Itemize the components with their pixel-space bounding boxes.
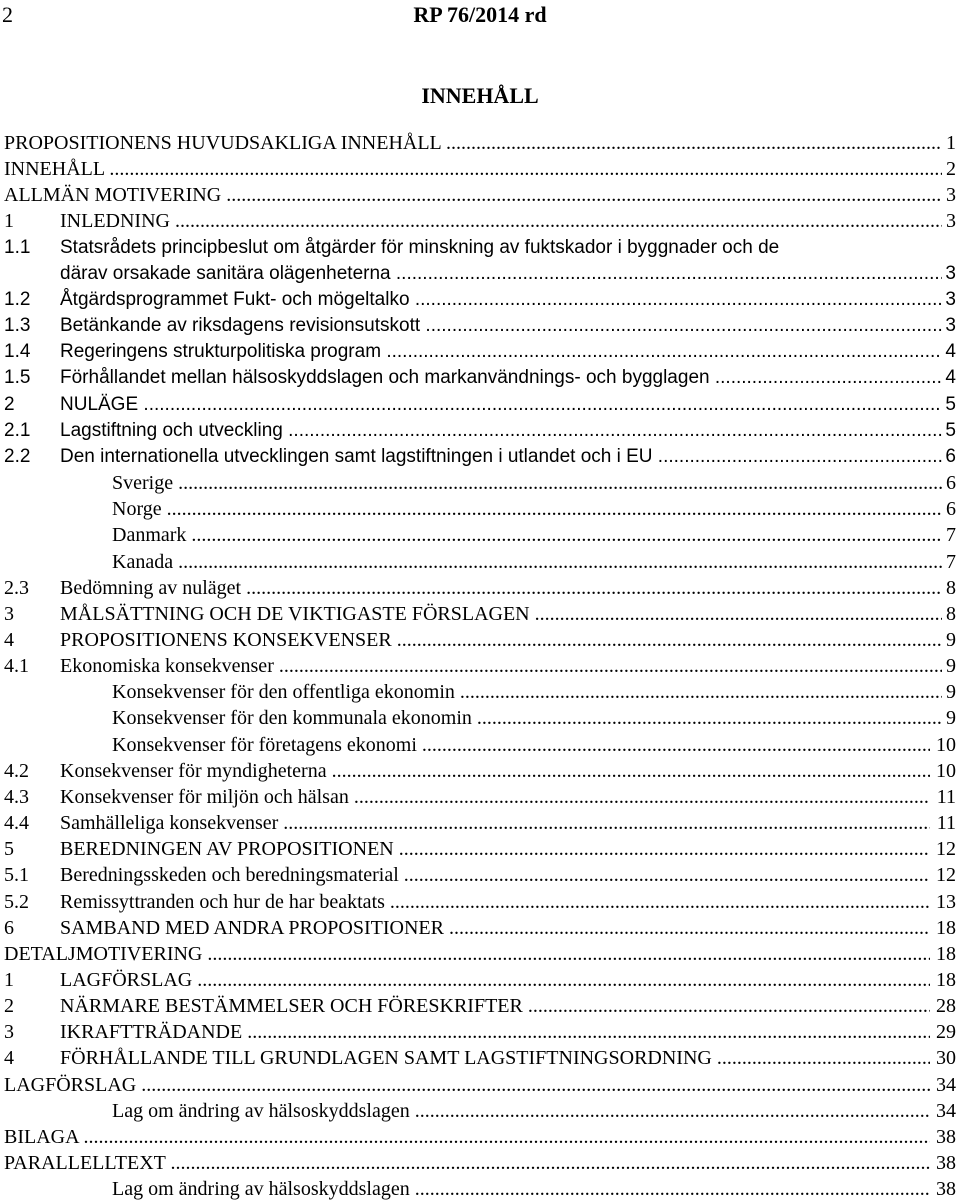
toc-entry[interactable] [4, 915, 956, 941]
toc-entry-page: 3 [946, 210, 956, 233]
toc-entry-page: 11 [936, 812, 956, 835]
toc-entry[interactable] [4, 261, 956, 287]
toc-entry-title: Lag om ändring av hälsoskyddslagen ..... [112, 1098, 930, 1124]
toc-entry-number: 3 [4, 1021, 14, 1044]
toc-entry-title: Konsekvenser för den kommunala ekonomin ..... [112, 705, 942, 731]
toc-entry-page: 3 [944, 287, 956, 313]
toc-entry-page: 1 [946, 132, 956, 154]
toc-entry-page: 12 [936, 838, 956, 861]
toc-entry-page: 4 [944, 339, 956, 365]
toc-entry-title: Den internationella utvecklingen samt lagstiftningen i utlandet och i EU ..... [60, 444, 942, 470]
toc-entry-page: 10 [936, 733, 956, 756]
toc-entry[interactable] [4, 156, 956, 182]
toc-entry-number: 1 [4, 210, 14, 233]
toc-entry-title: FÖRHÅLLANDE TILL GRUNDLAGEN SAMT LAGSTIFTNINGSORDNING ..... [60, 1045, 930, 1071]
toc-entry[interactable] [4, 862, 956, 888]
toc-entry-page: 28 [936, 995, 956, 1018]
toc-entry[interactable] [4, 1072, 956, 1098]
toc-entry[interactable] [4, 496, 956, 522]
toc-entry-number: 1.2 [4, 288, 31, 310]
toc-entry-title: BILAGA ..... [4, 1124, 930, 1150]
toc-entry[interactable] [4, 549, 956, 575]
toc-entry-title: PROPOSITIONENS HUVUDSAKLIGA INNEHÅLL ..... [4, 130, 942, 156]
toc-entry[interactable] [4, 1098, 956, 1124]
toc-entry[interactable] [4, 1124, 956, 1150]
toc-entry-page: 29 [936, 1021, 956, 1044]
toc-entry-page: 7 [946, 524, 956, 547]
toc-entry[interactable] [4, 235, 956, 261]
toc-entry[interactable] [4, 705, 956, 731]
toc-entry-number: 2.1 [4, 419, 31, 441]
toc-entry-page: 9 [946, 628, 956, 651]
toc-entry-number: 1.1 [4, 236, 31, 258]
toc-entry-page: 3 [944, 313, 956, 339]
toc-entry-page: 6 [946, 498, 956, 521]
toc-entry[interactable] [4, 758, 956, 784]
toc-entry-page: 34 [936, 1099, 956, 1122]
toc-entry-number: 4.3 [4, 785, 29, 808]
toc-entry-page: 9 [946, 707, 956, 730]
toc-entry-title: Lag om ändring av hälsoskyddslagen ..... [112, 1176, 930, 1202]
toc-entry-page: 7 [946, 550, 956, 573]
toc-entry-title: Åtgärdsprogrammet Fukt- och mögeltalko ..... [60, 287, 942, 313]
toc-entry-title: Förhållandet mellan hälsoskyddslagen och markanvändnings- och bygglagen ..... [60, 365, 942, 391]
toc-entry[interactable] [4, 967, 956, 993]
toc-entry[interactable] [4, 208, 956, 234]
toc-entry[interactable] [4, 339, 956, 365]
toc-entry[interactable] [4, 1045, 956, 1071]
toc-entry-page: 8 [946, 602, 956, 625]
toc-entry[interactable] [4, 313, 956, 339]
toc-entry[interactable] [4, 1176, 956, 1202]
toc-entry-title: PROPOSITIONENS KONSEKVENSER ..... [60, 627, 942, 653]
toc-entry-title: Sverige ..... [112, 470, 942, 496]
toc-entry[interactable] [4, 993, 956, 1019]
toc-entry-page: 18 [936, 916, 956, 939]
toc-entry[interactable] [4, 522, 956, 548]
toc-entry-number: 1 [4, 969, 14, 991]
toc-entry-page: 5 [944, 392, 956, 418]
toc-entry-number: 1.3 [4, 315, 31, 337]
toc-entry-title: BEREDNINGEN AV PROPOSITIONEN ..... [60, 836, 930, 862]
table-of-contents [4, 130, 956, 1202]
toc-entry[interactable] [4, 732, 956, 758]
toc-entry-number: 1.4 [4, 341, 31, 363]
toc-entry-number: 5.1 [4, 864, 29, 887]
toc-entry[interactable] [4, 601, 956, 627]
document-reference: RP 76/2014 rd [413, 2, 547, 27]
toc-entry[interactable] [4, 810, 956, 836]
toc-entry-title: Regeringens strukturpolitiska program ..... [60, 339, 942, 365]
toc-entry[interactable] [4, 182, 956, 208]
toc-entry[interactable] [4, 365, 956, 391]
toc-entry-title: Norge ..... [112, 496, 942, 522]
toc-entry-title: Konsekvenser för den offentliga ekonomin ..... [112, 679, 942, 705]
toc-entry-number: 2.3 [4, 576, 29, 599]
toc-entry-title: LAGFÖRSLAG ..... [4, 1072, 930, 1098]
toc-entry-title: ALLMÄN MOTIVERING ..... [4, 182, 942, 208]
toc-entry-title: IKRAFTTRÄDANDE ..... [60, 1019, 930, 1045]
toc-entry[interactable] [4, 470, 956, 496]
toc-entry-page: 13 [936, 890, 956, 913]
toc-entry-page: 3 [944, 261, 956, 287]
toc-entry-title: MÅLSÄTTNING OCH DE VIKTIGASTE FÖRSLAGEN ..... [60, 601, 942, 627]
toc-entry-number: 4.1 [4, 655, 29, 678]
toc-entry-number: 5 [4, 838, 14, 861]
toc-entry-page: 38 [936, 1178, 956, 1201]
toc-entry[interactable] [4, 679, 956, 705]
toc-entry-title: SAMBAND MED ANDRA PROPOSITIONER ..... [60, 915, 930, 941]
toc-entry-page: 34 [936, 1073, 956, 1096]
toc-entry-number: 1.5 [4, 367, 31, 389]
toc-entry[interactable] [4, 1019, 956, 1045]
toc-entry-title: PARALLELLTEXT ..... [4, 1150, 930, 1176]
toc-entry-number: 5.2 [4, 890, 29, 913]
toc-entry[interactable] [4, 287, 956, 313]
toc-entry[interactable] [4, 130, 956, 156]
toc-entry-title: Bedömning av nuläget ..... [60, 575, 942, 601]
toc-entry-page: 9 [946, 655, 956, 678]
toc-entry[interactable] [4, 889, 956, 915]
toc-entry-title: Konsekvenser för myndigheterna ..... [60, 758, 930, 784]
toc-entry-page: 38 [936, 1125, 956, 1148]
toc-entry-page: 3 [946, 184, 956, 207]
toc-entry-page: 8 [946, 576, 956, 599]
toc-entry-title: Samhälleliga konsekvenser ..... [60, 810, 930, 836]
toc-entry-number: 4.2 [4, 759, 29, 782]
toc-entry-title: Betänkande av riksdagens revisionsutskott ..... [60, 313, 942, 339]
toc-entry-page: 30 [936, 1047, 956, 1070]
toc-entry-page: 38 [936, 1152, 956, 1175]
toc-entry-title: därav orsakade sanitära olägenheterna ..... [60, 261, 942, 287]
toc-entry-title: DETALJMOTIVERING ..... [4, 941, 930, 967]
toc-entry-page: 4 [944, 365, 956, 391]
toc-entry-title: INLEDNING ..... [60, 208, 942, 234]
toc-entry-title: Beredningsskeden och beredningsmaterial ..... [60, 862, 930, 888]
toc-entry-page: 5 [944, 418, 956, 444]
toc-entry-number: 4.4 [4, 812, 29, 835]
toc-entry-title: Statsrådets principbeslut om åtgärder för minskning av fuktskador i byggnader och de [60, 236, 780, 258]
toc-entry-number: 3 [4, 602, 14, 625]
toc-heading: INNEHÅLL [421, 83, 539, 108]
toc-entry-title: LAGFÖRSLAG ..... [60, 967, 930, 993]
toc-entry-number: 2 [4, 995, 14, 1018]
toc-entry-title: Konsekvenser för miljön och hälsan ..... [60, 784, 930, 810]
toc-entry[interactable] [4, 627, 956, 653]
toc-entry-number: 4 [4, 628, 14, 651]
toc-entry-number: 2.2 [4, 445, 31, 467]
toc-entry-title: NULÄGE ..... [60, 392, 942, 418]
toc-entry[interactable] [4, 1150, 956, 1176]
toc-entry[interactable] [4, 941, 956, 967]
toc-entry[interactable] [4, 653, 956, 679]
toc-entry-title: Remissyttranden och hur de har beaktats ..... [60, 889, 930, 915]
toc-entry-title: NÄRMARE BESTÄMMELSER OCH FÖRESKRIFTER ..... [60, 993, 930, 1019]
toc-entry-title: Danmark ..... [112, 522, 942, 548]
toc-entry[interactable] [4, 836, 956, 862]
toc-entry-page: 18 [936, 942, 956, 965]
toc-entry-page: 6 [946, 472, 956, 495]
toc-entry-title: Konsekvenser för företagens ekonomi ..... [112, 732, 930, 758]
toc-entry-page: 6 [944, 444, 956, 470]
page-number: 2 [2, 2, 13, 27]
toc-entry-page: 10 [936, 759, 956, 782]
toc-entry-title: Lagstiftning och utveckling ..... [60, 418, 942, 444]
toc-entry-number: 4 [4, 1047, 14, 1070]
toc-entry-page: 2 [946, 158, 956, 181]
toc-entry[interactable] [4, 784, 956, 810]
toc-entry[interactable] [4, 418, 956, 444]
toc-entry-page: 12 [936, 864, 956, 887]
toc-entry-title: INNEHÅLL ..... [4, 156, 942, 182]
toc-entry-number: 2 [4, 393, 15, 415]
toc-entry[interactable] [4, 444, 956, 470]
toc-entry-page: 18 [936, 969, 956, 991]
toc-entry-page: 11 [936, 785, 956, 808]
toc-entry-page: 9 [946, 681, 956, 704]
toc-entry-number: 6 [4, 916, 14, 939]
toc-entry[interactable] [4, 575, 956, 601]
toc-entry-title: Kanada ..... [112, 549, 942, 575]
toc-entry[interactable] [4, 392, 956, 418]
toc-entry-title: Ekonomiska konsekvenser ..... [60, 653, 942, 679]
